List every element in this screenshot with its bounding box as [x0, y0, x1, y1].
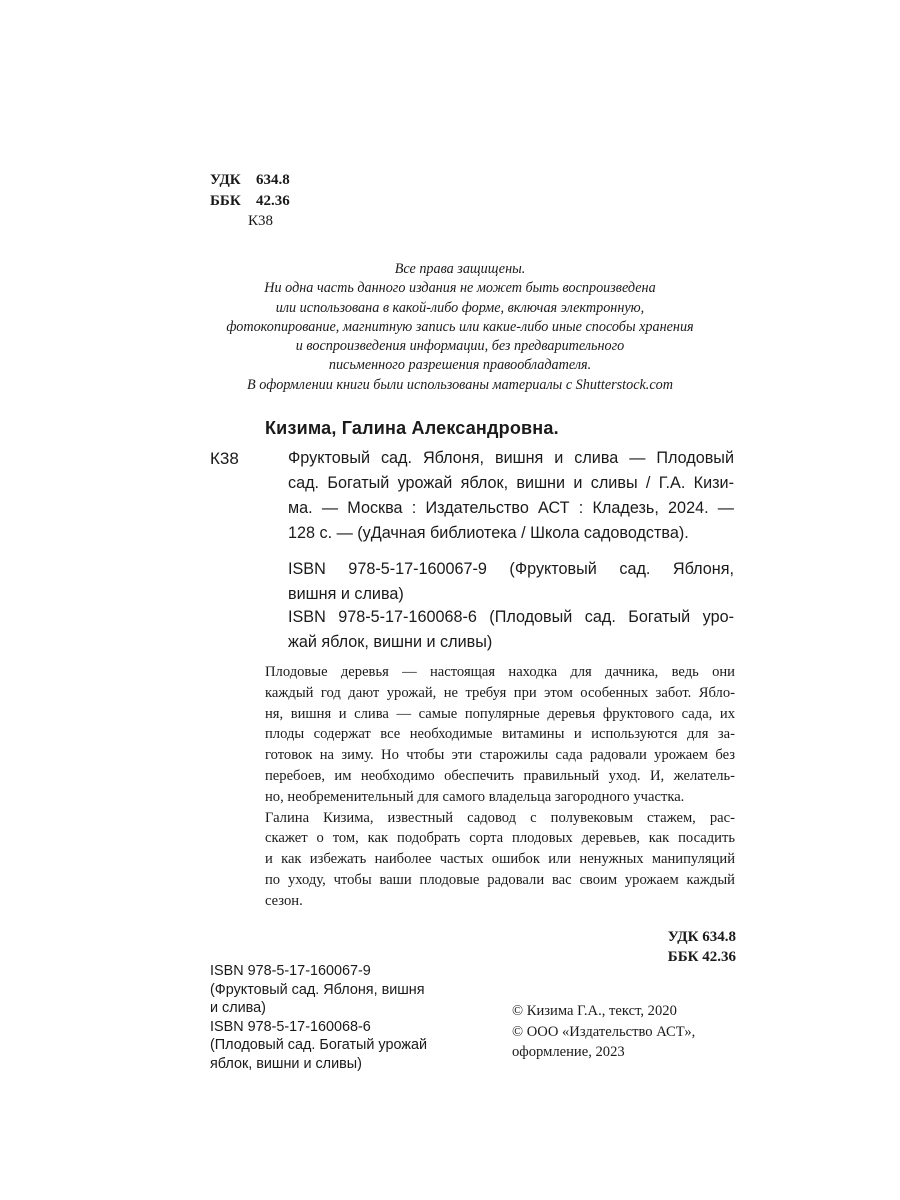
copyright-line: оформление, 2023	[512, 1044, 625, 1060]
annotation-line: Галина Кизима, известный садовод с полувековым стажем, рас-	[265, 809, 735, 826]
annotation-line: перебоев, им необходимо обеспечить правильный уход. И, желатель-	[265, 767, 735, 784]
rights-line: Ни одна часть данного издания не может быть воспроизведена	[264, 280, 656, 297]
isbn-bottom-line: яблок, вишни и сливы)	[210, 1055, 362, 1072]
bib-line: ма. — Москва : Издательство АСТ : Кладезь, 2024. —	[288, 499, 734, 517]
isbn-line: ISBN 978-5-17-160068-6 (Плодовый сад. Богатый уро-	[288, 608, 734, 626]
isbn-line: жай яблок, вишни и сливы)	[288, 633, 493, 651]
isbn-line: ISBN 978-5-17-160067-9 (Фруктовый сад. Яблоня,	[288, 560, 734, 578]
rights-line: фотокопирование, магнитную запись или какие-либо иные способы хранения	[226, 318, 694, 335]
bbk-value: 42.36	[256, 192, 290, 209]
rights-line: Все права защищены.	[394, 261, 526, 277]
copyright-block	[512, 1001, 695, 1063]
isbn-bottom-line: ISBN 978-5-17-160068-6	[210, 1018, 371, 1035]
author-heading: Кизима, Галина Александровна.	[265, 418, 559, 438]
udk-row	[210, 170, 290, 191]
isbn-entry-2	[288, 605, 734, 655]
annotation-line: сезон.	[265, 892, 303, 909]
bib-line: сад. Богатый урожай яблок, вишни и сливы / Г.А. Кизи-	[288, 474, 734, 492]
classification-block-top	[210, 170, 290, 232]
bbk-bottom: ББК 42.36	[667, 949, 736, 965]
isbn-bottom-line: ISBN 978-5-17-160067-9	[210, 963, 371, 979]
rights-line: В оформлении книги были использованы материалы с Shutterstock.com	[247, 376, 673, 393]
udk-value: 634.8	[256, 172, 290, 188]
annotation-line: готовок на зиму. Но чтобы эти старожилы сада радовали урожаем без	[265, 747, 735, 764]
annotation-line: ня, вишня и слива — самые популярные деревья фруктового сада, их	[265, 705, 735, 722]
classification-block-bottom	[640, 927, 736, 967]
rights-line: или использована в какой-либо форме, включая электронную,	[275, 299, 645, 316]
annotation	[265, 662, 735, 912]
bibliographic-entry	[288, 446, 734, 546]
bbk-row	[210, 191, 290, 212]
bib-line: Фруктовый сад. Яблоня, вишня и слива — Плодовый	[288, 449, 734, 467]
isbn-bottom-line: и слива)	[210, 1000, 266, 1017]
annotation-line: по уходу, чтобы ваши плодовые радовали вас своим урожаем каждый	[265, 871, 735, 888]
rights-line: письменного разрешения правообладателя.	[328, 357, 592, 374]
copyright-line: © Кизима Г.А., текст, 2020	[512, 1003, 677, 1019]
annotation-line: каждый год дают урожай, не требуя при этом особенных забот. Ябло-	[265, 684, 735, 701]
annotation-line: но, необременительный для самого владельца загородного участка.	[265, 788, 685, 805]
isbn-bottom-block	[210, 962, 427, 1074]
udk-bottom: УДК 634.8	[667, 929, 736, 945]
copyright-line: © ООО «Издательство АСТ»,	[512, 1023, 696, 1040]
rights-notice	[190, 260, 730, 395]
annotation-line: скажет о том, как подобрать сорта плодовых деревьев, как посадить	[265, 830, 735, 847]
annotation-line: плоды содержат все необходимые витамины и используются для за-	[265, 726, 735, 743]
bbk-label: ББК	[210, 192, 241, 209]
isbn-line: вишня и слива)	[288, 585, 404, 603]
isbn-bottom-line: (Фруктовый сад. Яблоня, вишня	[210, 981, 425, 998]
author-mark: К38	[210, 449, 239, 468]
author-mark-top: К38	[248, 213, 274, 229]
bib-line: 128 с. — (уДачная библиотека / Школа садоводства).	[288, 524, 689, 542]
isbn-entry-1	[288, 557, 734, 607]
rights-line: и воспроизведения информации, без предварительного	[295, 338, 625, 355]
udk-label: УДК	[210, 172, 241, 188]
annotation-line: и как избежать наиболее частых ошибок или ненужных манипуляций	[265, 851, 735, 868]
isbn-bottom-line: (Плодовый сад. Богатый урожай	[210, 1037, 427, 1054]
annotation-line: Плодовые деревья — настоящая находка для дачника, ведь они	[265, 664, 735, 680]
